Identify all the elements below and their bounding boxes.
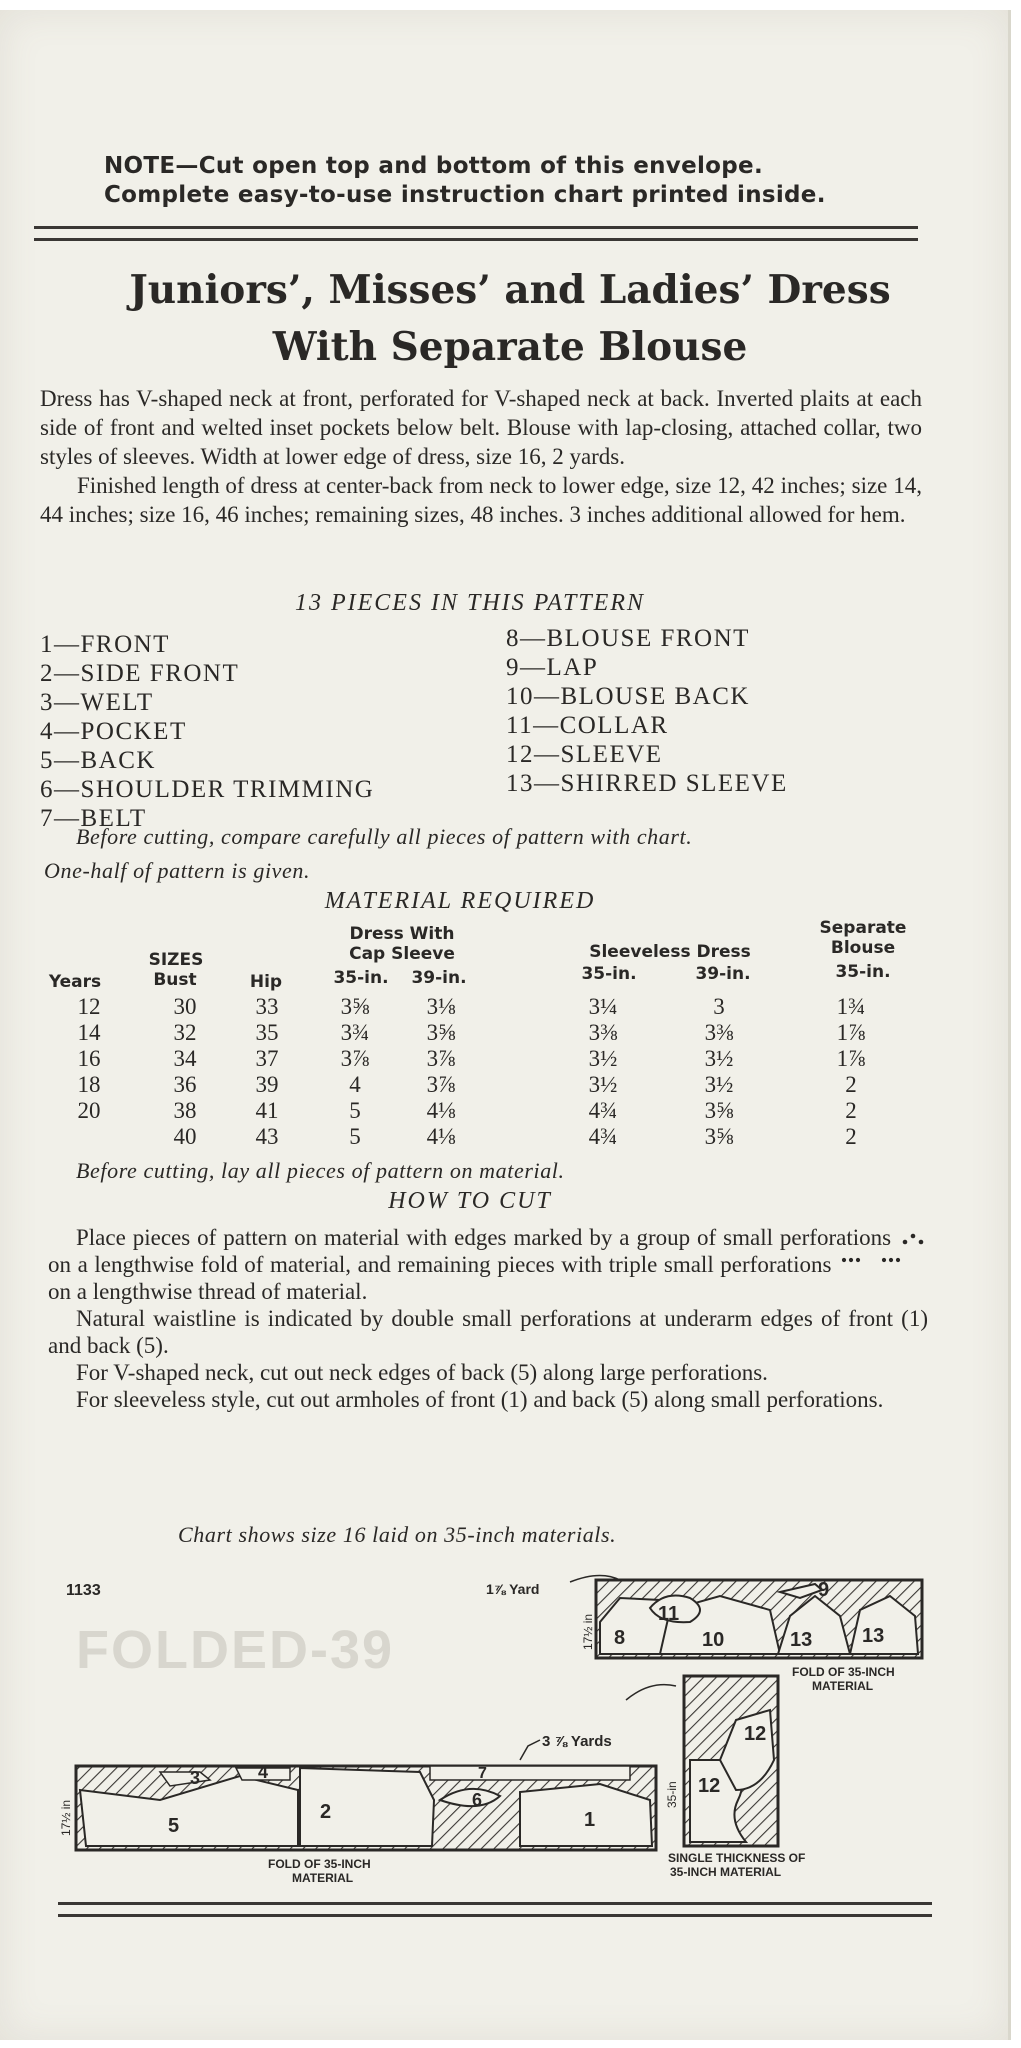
material-cell-sl39: 3½: [704, 1072, 734, 1097]
piece-item: 12—SLEEVE: [506, 741, 663, 768]
dress-yardage: 3 ⅞ Yards: [542, 1733, 612, 1750]
material-cell-bl35: 1¾: [836, 994, 866, 1019]
material-cell-sl39: 3: [713, 994, 725, 1019]
material-cell-hip: 35: [255, 1020, 279, 1045]
col-sleeveless-39: 39-in.: [695, 964, 751, 984]
sizes-label: SIZES: [148, 950, 204, 970]
material-cell-cap35: 5: [349, 1124, 361, 1149]
envelope-note: [104, 152, 826, 210]
material-cell-years: 18: [77, 1072, 101, 1097]
piece-3-number: 3: [190, 1768, 201, 1788]
piece-12b-number: 12: [698, 1775, 721, 1797]
col-blouse-35: 35-in.: [835, 962, 891, 982]
piece-item: 2—SIDE FRONT: [40, 660, 240, 687]
triple-perforation-icon: [838, 1252, 928, 1268]
material-cell-sl35: 3½: [588, 1072, 618, 1097]
title-line-1: Juniors’, Misses’ and Ladies’ Dress: [129, 267, 891, 313]
piece-item: 1—FRONT: [40, 631, 170, 658]
pattern-title: [40, 262, 980, 376]
pattern-number: 1133: [66, 1582, 101, 1599]
material-cell-years: 20: [77, 1098, 101, 1123]
piece-13b-number: 13: [862, 1625, 885, 1647]
material-cell-cap35: 3⅞: [340, 1046, 370, 1071]
col-years: Years: [48, 972, 102, 992]
blouse-fold-label-1: FOLD OF 35-INCH: [792, 1665, 895, 1679]
material-cell-hip: 43: [255, 1124, 279, 1149]
how-to-cut-heading: HOW TO CUT: [388, 1188, 552, 1214]
pieces-list-right: [506, 624, 788, 798]
material-cell-cap39: 3⅛: [426, 994, 456, 1019]
chart-caption: Chart shows size 16 laid on 35-inch materials.: [178, 1522, 617, 1547]
cutting-chart: [0, 1560, 1008, 1900]
piece-item: 7—BELT: [40, 805, 147, 832]
top-divider: [34, 226, 918, 241]
piece-item: 9—LAP: [506, 654, 599, 681]
piece-item: 13—SHIRRED SLEEVE: [506, 770, 788, 797]
pieces-note-1: Before cutting, compare carefully all pieces of pattern with chart.: [76, 824, 693, 849]
material-cell-hip: 41: [255, 1098, 279, 1123]
note-line-1: NOTE—Cut open top and bottom of this envelope.: [104, 153, 763, 179]
material-cell-bust: 36: [173, 1072, 197, 1097]
group-sleeveless-dress: Sleeveless Dress: [589, 942, 751, 962]
material-cell-years: 12: [77, 994, 101, 1019]
material-cell-bl35: 1⅞: [836, 1020, 866, 1045]
material-cell-sl35: 4¾: [588, 1124, 618, 1149]
how-to-cut-paragraph-1: [48, 1224, 928, 1305]
sleeve-label-2: 35-INCH MATERIAL: [670, 1865, 782, 1879]
how-to-cut-paragraph-3: For V-shaped neck, cut out neck edges of back (5) along large perforations.: [76, 1360, 768, 1385]
how-to-cut-text-1c: on a lengthwise thread of material.: [48, 1279, 368, 1304]
piece-2-number: 2: [320, 1801, 332, 1823]
material-cell-years: 14: [77, 1020, 101, 1045]
material-cell-cap39: 4⅛: [426, 1098, 456, 1123]
sleeve-width-label: 35-in: [665, 1781, 679, 1808]
material-heading: MATERIAL REQUIRED: [324, 888, 596, 914]
material-cell-years: 16: [77, 1046, 101, 1071]
material-cell-sl35: 3⅜: [588, 1020, 618, 1045]
piece-7-number: 7: [478, 1765, 487, 1782]
blouse-yardage: 1⅞ Yard: [486, 1581, 540, 1597]
group-dress-cap-sleeve: Dress With Cap Sleeve: [349, 924, 455, 964]
material-footnote: Before cutting, lay all pieces of pattern on material.: [76, 1158, 565, 1183]
piece-item: 10—BLOUSE BACK: [506, 683, 750, 710]
piece-9-number: 9: [818, 1579, 830, 1601]
blouse-width-label: 17½ in: [581, 1613, 595, 1650]
how-to-cut-paragraph-2: Natural waistline is indicated by double small perforations at underarm edges of front (1) and back (5).: [48, 1306, 928, 1358]
dress-fold-label-2: MATERIAL: [292, 1871, 354, 1885]
how-to-cut-text-1b: on a lengthwise fold of material, and remaining pieces with triple small perforations: [48, 1252, 832, 1277]
col-cap-35: 35-in.: [333, 968, 389, 988]
sleeve-arrow: [626, 1685, 676, 1700]
piece-13a-number: 13: [790, 1629, 813, 1651]
bottom-divider: [58, 1902, 932, 1917]
piece-4-number: 4: [258, 1762, 269, 1782]
piece-item: 4—POCKET: [40, 718, 187, 745]
material-cell-cap35: 5: [349, 1098, 361, 1123]
material-cell-bl35: 2: [845, 1098, 857, 1123]
material-cell-sl39: 3⅜: [704, 1020, 734, 1045]
material-cell-bl35: 2: [845, 1124, 857, 1149]
material-cell-sl35: 3¼: [588, 994, 618, 1019]
material-cell-cap39: 4⅛: [426, 1124, 456, 1149]
piece-11-number: 11: [658, 1603, 680, 1625]
material-cell-sl35: 3½: [588, 1046, 618, 1071]
pieces-heading: 13 PIECES IN THIS PATTERN: [294, 590, 645, 616]
description-paragraph-2: Finished length of dress at center-back from neck to lower edge, size 12, 42 inches; size 14, 44 inches; size 16, 46 inches; remaining sizes, 48 inches. 3 inches additional allowed for hem.: [40, 473, 922, 527]
material-cell-cap39: 3⅞: [426, 1072, 456, 1097]
blouse-fold-label-2: MATERIAL: [812, 1679, 874, 1693]
material-cell-bl35: 1⅞: [836, 1046, 866, 1071]
note-line-2: Complete easy-to-use instruction chart printed inside.: [104, 182, 826, 208]
piece-10-number: 10: [702, 1629, 725, 1651]
material-cell-bust: 34: [173, 1046, 197, 1071]
material-cell-bl35: 2: [845, 1072, 857, 1097]
dress-yardage-arrow: [520, 1740, 540, 1760]
how-to-cut-text-1a: Place pieces of pattern on material with edges marked by a group of small perforations: [76, 1225, 892, 1250]
col-cap-39: 39-in.: [411, 968, 467, 988]
how-to-cut-text: [48, 1224, 928, 1413]
material-cell-hip: 33: [255, 994, 279, 1019]
description-paragraph-1: Dress has V-shaped neck at front, perforated for V-shaped neck at back. Inverted plaits at each side of front and welted inset pockets below belt. Blouse with lap-closing, attached collar, two styles of sleeves. Width at lower edge of dress, size 16, 2 yards.: [40, 386, 922, 469]
folded-stamp: FOLDED-39: [76, 1620, 395, 1680]
dress-width-label: 17½ in: [59, 1799, 73, 1836]
col-hip: Hip: [249, 972, 283, 992]
material-cell-cap39: 3⅞: [426, 1046, 456, 1071]
how-to-cut-paragraph-4: For sleeveless style, cut out armholes of front (1) and back (5) along small perforations.: [76, 1387, 884, 1412]
piece-12a-number: 12: [744, 1723, 767, 1745]
piece-item: 6—SHOULDER TRIMMING: [40, 776, 375, 803]
title-line-2: With Separate Blouse: [272, 324, 748, 370]
group-separate-blouse: Separate Blouse: [819, 918, 907, 958]
material-cell-bust: 32: [173, 1020, 197, 1045]
material-cell-cap39: 3⅝: [426, 1020, 456, 1045]
material-cell-cap35: 4: [349, 1072, 361, 1097]
material-cell-bust: 40: [173, 1124, 197, 1149]
material-cell-cap35: 3¾: [340, 1020, 370, 1045]
piece-1-number: 1: [584, 1809, 596, 1831]
piece-7-shape: [430, 1766, 630, 1780]
dress-fold-label-1: FOLD OF 35-INCH: [268, 1857, 371, 1871]
material-cell-sl39: 3½: [704, 1046, 734, 1071]
piece-6-number: 6: [472, 1790, 483, 1810]
sleeve-label-1: SINGLE THICKNESS OF: [668, 1851, 806, 1865]
piece-item: 3—WELT: [40, 689, 154, 716]
pattern-description: [40, 384, 922, 529]
dress-layout: [59, 1733, 656, 1885]
material-cell-cap35: 3⅝: [340, 994, 370, 1019]
material-cell-hip: 39: [255, 1072, 279, 1097]
piece-8-number: 8: [614, 1627, 626, 1649]
piece-5-number: 5: [168, 1815, 180, 1837]
group-perforation-icon: [898, 1231, 928, 1247]
material-cell-bust: 38: [173, 1098, 197, 1123]
material-cell-sl39: 3⅝: [704, 1098, 734, 1123]
material-cell-sl39: 3⅝: [704, 1124, 734, 1149]
piece-item: 11—COLLAR: [506, 712, 669, 739]
piece-item: 5—BACK: [40, 747, 156, 774]
col-sleeveless-35: 35-in.: [581, 964, 637, 984]
piece-item: 8—BLOUSE FRONT: [506, 625, 750, 652]
pieces-note-2: One-half of pattern is given.: [44, 858, 311, 883]
pieces-list-left: [40, 630, 374, 833]
material-cell-hip: 37: [255, 1046, 279, 1071]
material-cell-sl35: 4¾: [588, 1098, 618, 1123]
material-cell-bust: 30: [173, 994, 197, 1019]
col-bust: Bust: [153, 970, 197, 990]
